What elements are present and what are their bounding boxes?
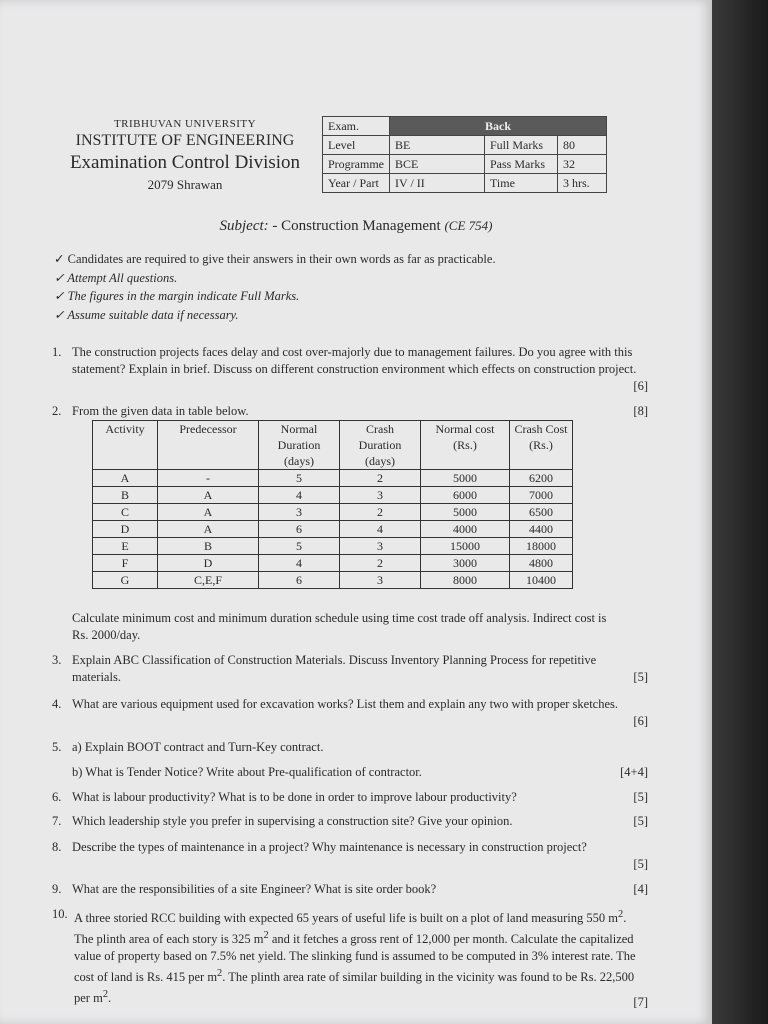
year-part-value: IV / II xyxy=(390,174,485,193)
column-header: Normal Duration (days) xyxy=(259,421,340,470)
instruction-item: ✓ Candidates are required to give their answers in their own words as far as practicable. xyxy=(54,252,496,266)
question-part-a: a) Explain BOOT contract and Turn-Key contract. xyxy=(72,740,324,754)
question-marks: [8] xyxy=(633,404,648,418)
question-marks: [7] xyxy=(633,995,648,1009)
level-value: BE xyxy=(390,136,485,155)
question-number: 3. xyxy=(52,653,62,667)
question-marks: [5] xyxy=(633,790,648,804)
time-label: Time xyxy=(485,174,558,193)
question-6 xyxy=(52,789,648,806)
question-part-b: b) What is Tender Notice? Write about Pre-qualification of contractor. xyxy=(72,765,422,779)
table-row: A - 5 2 5000 6200 xyxy=(93,470,573,487)
question-text: What are various equipment used for excavation works? List them and explain any two with proper sketches. xyxy=(72,697,619,711)
level-label: Level xyxy=(323,136,390,155)
exam-value: Back xyxy=(390,117,607,136)
subject-title: - Construction Management xyxy=(272,218,441,234)
question-2 xyxy=(52,403,648,420)
question-number: 10. xyxy=(52,907,68,921)
exam-session: 2079 Shrawan xyxy=(147,177,223,192)
question-number: 6. xyxy=(52,790,62,804)
question-number: 2. xyxy=(52,404,62,418)
activity-data-table xyxy=(92,420,573,589)
table-row: E B 5 3 15000 18000 xyxy=(93,538,573,555)
question-3 xyxy=(52,652,648,686)
question-number: 5. xyxy=(52,740,62,754)
question-5 xyxy=(52,739,648,781)
full-marks-label: Full Marks xyxy=(485,136,558,155)
question-text: What are the responsibilities of a site Engineer? What is site order book? xyxy=(72,882,437,896)
question-number: 9. xyxy=(52,882,62,896)
question-text: Describe the types of maintenance in a project? Why maintenance is necessary in construction project? xyxy=(72,840,587,854)
pass-marks-label: Pass Marks xyxy=(485,155,558,174)
pass-marks-value: 32 xyxy=(558,155,607,174)
table-row: F D 4 2 3000 4800 xyxy=(93,555,573,572)
subject-code: (CE 754) xyxy=(444,218,493,233)
division-name: Examination Control Division xyxy=(69,152,301,173)
subject-line xyxy=(0,218,712,235)
university-name: TRIBHUVAN UNIVERSITY xyxy=(113,118,257,130)
table-header-row xyxy=(93,421,573,470)
column-header: Predecessor xyxy=(158,421,259,470)
question-10 xyxy=(52,906,648,1008)
question-9 xyxy=(52,881,648,898)
institution-header xyxy=(40,118,330,193)
instructions-list xyxy=(54,250,496,324)
question-text: A three storied RCC building with expected 65 years of useful life is built on a plot of land measuring 550 $m^2$. The plinth area of each story is 325 $m^2$ and it fetches a gross rent of 12,000 per month. Calculate the capitalized value of property based on 7.5% net yield. The slinking fund is assumed to be computed in 3% interest rate. The cost of land is Rs. 415 per $m^2$. The plinth area rate of similar building in the vicinity was found to be Rs. 22,500 per $m^2$. xyxy=(74,909,636,1006)
question-number: 1. xyxy=(52,345,62,359)
programme-label: Programme xyxy=(323,155,390,174)
column-header: Crash Duration (days) xyxy=(340,421,421,470)
check-icon: ✓ xyxy=(54,252,68,266)
table-row: D A 6 4 4000 4400 xyxy=(93,521,573,538)
column-header: Crash Cost (Rs.) xyxy=(510,421,573,470)
question-marks: [6] xyxy=(633,714,648,728)
institute-name: INSTITUTE OF ENGINEERING xyxy=(75,132,295,149)
question-number: 8. xyxy=(52,840,62,854)
background-edge xyxy=(712,0,768,1024)
year-part-label: Year / Part xyxy=(323,174,390,193)
programme-value: BCE xyxy=(390,155,485,174)
time-value: 3 hrs. xyxy=(558,174,607,193)
column-header: Normal cost (Rs.) xyxy=(421,421,510,470)
exam-label: Exam. xyxy=(323,117,390,136)
instruction-item: ✓ The figures in the margin indicate Full Marks. xyxy=(54,289,300,303)
question-4 xyxy=(52,696,648,728)
table-row: C A 3 2 5000 6500 xyxy=(93,504,573,521)
question-8 xyxy=(52,839,648,871)
question-marks: [6] xyxy=(633,379,648,393)
check-icon: ✓ xyxy=(54,307,68,322)
question-text: The construction projects faces delay and cost over-majorly due to management failures. Do you agree with this statement? Explain in brief. Discuss on different construction environment which effects on construction project. xyxy=(72,345,637,376)
question-number: 4. xyxy=(52,697,62,711)
table-row: B A 4 3 6000 7000 xyxy=(93,487,573,504)
table-row: G C,E,F 6 3 8000 10400 xyxy=(93,572,573,589)
instruction-item: ✓ Assume suitable data if necessary. xyxy=(54,307,239,322)
question-marks: [5] xyxy=(633,670,648,684)
question-marks: [5] xyxy=(633,857,648,871)
question-marks: [4+4] xyxy=(620,765,648,779)
full-marks-value: 80 xyxy=(558,136,607,155)
question-text: From the given data in table below. xyxy=(72,404,249,418)
question-1 xyxy=(52,344,648,393)
column-header: Activity xyxy=(93,421,158,470)
subject-label: Subject: xyxy=(219,218,269,234)
question-number: 7. xyxy=(52,814,62,828)
exam-meta-table xyxy=(322,116,607,193)
question-text: What is labour productivity? What is to be done in order to improve labour productivity? xyxy=(72,790,517,804)
question-marks: [5] xyxy=(633,814,648,828)
question-2-instruction: Calculate minimum cost and minimum duration schedule using time cost trade off analysis. Indirect cost is Rs. 2000/day. xyxy=(72,611,607,642)
instruction-item: ✓ Attempt All questions. xyxy=(54,270,178,285)
question-marks: [4] xyxy=(633,882,648,896)
check-icon: ✓ xyxy=(54,270,68,285)
question-text: Explain ABC Classification of Construction Materials. Discuss Inventory Planning Process for repetitive materials. xyxy=(72,653,597,684)
question-text: Which leadership style you prefer in supervising a construction site? Give your opinion. xyxy=(72,814,513,828)
check-icon: ✓ xyxy=(54,289,68,303)
question-7 xyxy=(52,813,648,830)
